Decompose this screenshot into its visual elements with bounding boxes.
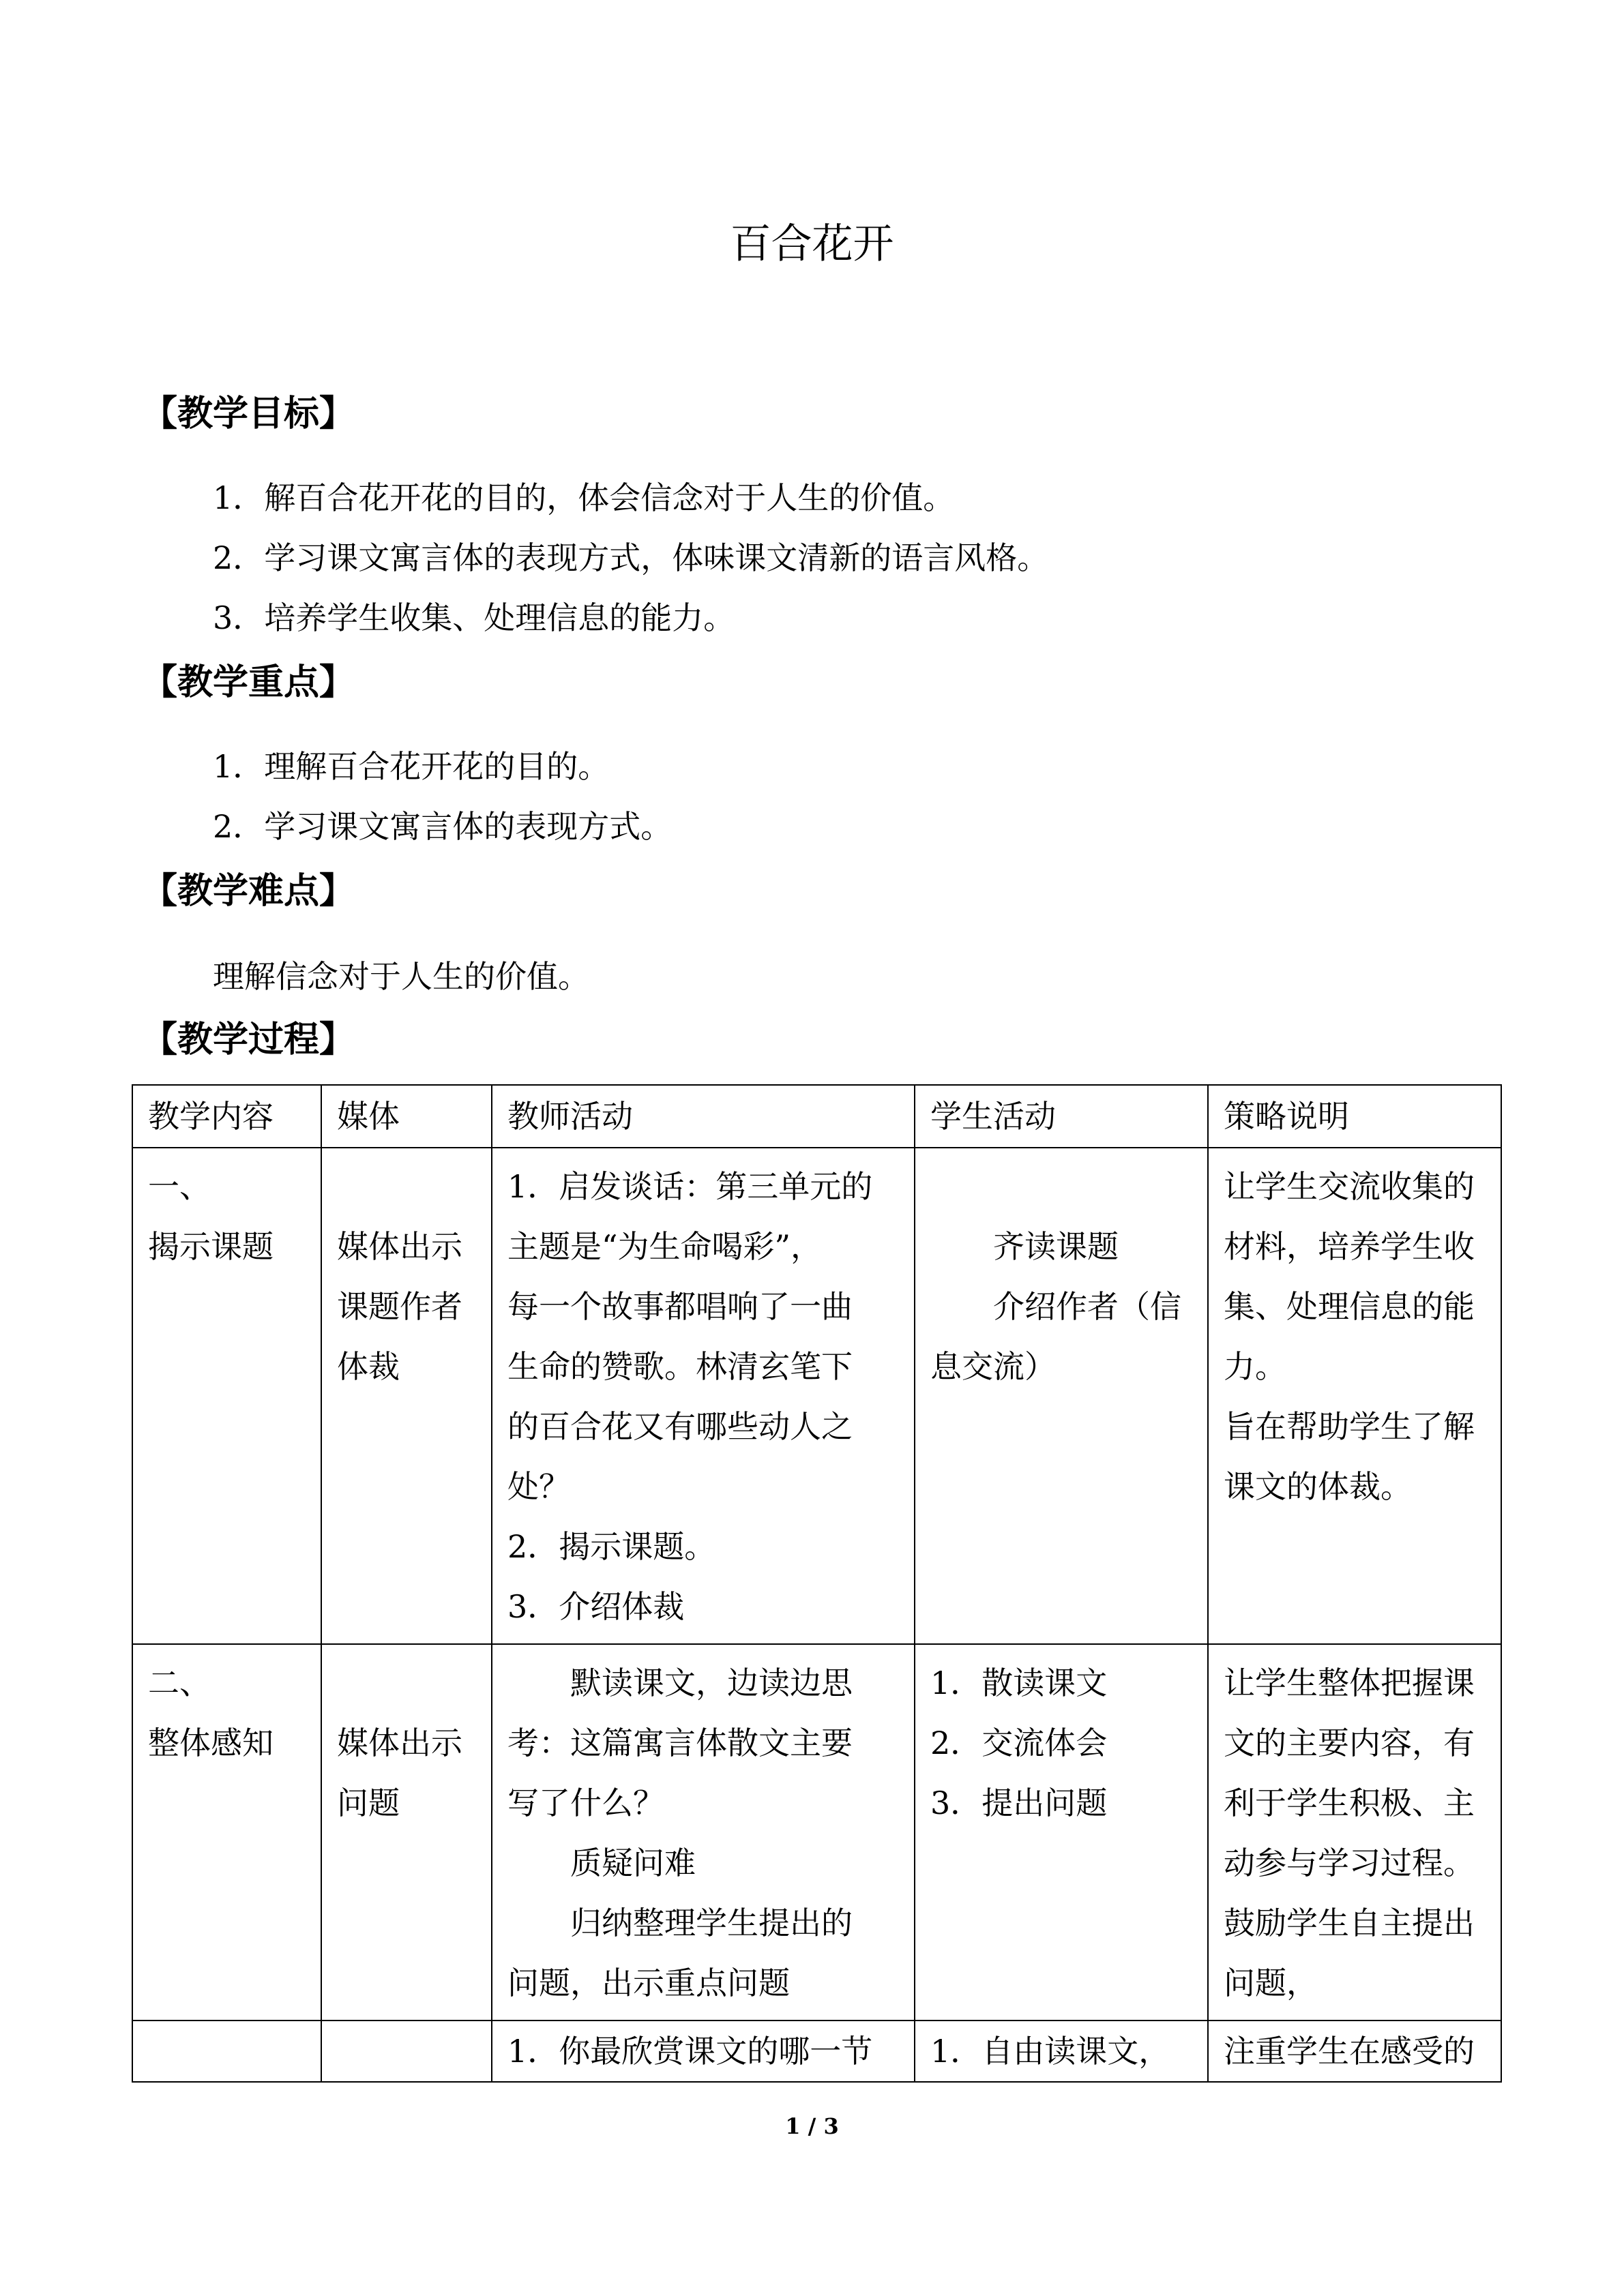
cell-content [132,1148,321,1644]
cell-text: 整体感知 [148,1725,274,1761]
cell-student [915,1148,1208,1644]
cell-text: 集、处理信息的能 [1224,1288,1475,1325]
cell-media [321,1148,492,1644]
cell-text: 主题是“为生命喝彩”， [507,1228,823,1265]
cell-text: 质疑问难 [570,1845,696,1881]
header-cell-media: 媒体 [321,1085,492,1148]
cell-text: 问题 [337,1785,400,1821]
cell-text: 让学生整体把握课 [1224,1665,1475,1701]
cell-text: 利于学生积极、主 [1224,1785,1475,1821]
cell-text: 揭示课题 [148,1228,274,1265]
table-row [132,1644,1501,2021]
goal-item: 2．学习课文寓言体的表现方式，体味课文清新的语言风格。 [213,539,1049,576]
cell-text: 二、 [148,1665,211,1701]
cell-text: 一、 [148,1168,211,1205]
cell-text: 写了什么？ [507,1785,664,1821]
cell-text: 课文的体裁。 [1224,1468,1412,1505]
cell-text: 默读课文，边读边思 [570,1665,853,1701]
cell-text: 文的主要内容，有 [1224,1725,1475,1761]
cell-text: 息交流） [930,1348,1056,1385]
cell-strategy [1208,2021,1501,2082]
cell-text: 每一个故事都唱响了一曲 [507,1288,853,1325]
heading-teaching-process: 【教学过程】 [142,1019,355,1060]
cell-text: 处？ [507,1468,570,1505]
cell-text: 1．散读课文 [930,1665,1108,1701]
difficulty-item: 理解信念对于人生的价值。 [213,958,589,995]
cell-text: 力。 [1224,1348,1286,1385]
cell-text: 材料，培养学生收 [1224,1228,1475,1265]
cell-teacher [492,1148,915,1644]
heading-teaching-goals: 【教学目标】 [142,393,355,434]
header-cell-student: 学生活动 [915,1085,1208,1148]
cell-text: 让学生交流收集的 [1224,1168,1475,1205]
table-row [132,2021,1501,2082]
header-cell-strategy: 策略说明 [1208,1085,1501,1148]
cell-text: 动参与学习过程。 [1224,1845,1475,1881]
cell-text: 3．提出问题 [930,1785,1108,1821]
cell-text: 鼓励学生自主提出 [1224,1905,1475,1941]
cell-text: 媒体出示 [337,1725,462,1761]
cell-teacher [492,2021,915,2082]
table-row [132,1148,1501,1644]
cell-text: 1．你最欣赏课文的哪一节 [507,2033,873,2070]
focus-item: 1．理解百合花开花的目的。 [213,748,610,785]
document-title: 百合花开 [730,220,894,268]
header-cell-teacher: 教师活动 [492,1085,915,1148]
cell-strategy [1208,1644,1501,2021]
cell-text: 1．自由读课文， [930,2033,1170,2070]
table-header-row [132,1085,1501,1148]
cell-content [132,2021,321,2082]
cell-teacher [492,1644,915,2021]
cell-text: 旨在帮助学生了解 [1224,1408,1475,1445]
cell-student [915,1644,1208,2021]
heading-teaching-focus: 【教学重点】 [142,662,355,703]
cell-content [132,1644,321,2021]
cell-text: 生命的赞歌。林清玄笔下 [507,1348,853,1385]
cell-text: 3．介绍体裁 [507,1588,685,1625]
cell-text: 注重学生在感受的 [1224,2033,1475,2070]
heading-teaching-difficulty: 【教学难点】 [142,871,355,912]
focus-item: 2．学习课文寓言体的表现方式。 [213,808,673,845]
cell-text: 媒体出示 [337,1228,462,1265]
cell-text: 介绍作者（信 [993,1288,1181,1325]
header-cell-content: 教学内容 [132,1085,321,1148]
cell-text: 考：这篇寓言体散文主要 [507,1725,853,1761]
cell-text: 体裁 [337,1348,400,1385]
cell-media [321,2021,492,2082]
cell-text: 归纳整理学生提出的 [570,1905,853,1941]
page-number: 1 / 3 [785,2113,839,2139]
cell-media [321,1644,492,2021]
cell-text: 问题， [1224,1965,1318,2001]
teaching-process-table [132,1084,1502,2083]
cell-text: 问题，出示重点问题 [507,1965,790,2001]
cell-text: 的百合花又有哪些动人之 [507,1408,853,1445]
cell-text: 2．交流体会 [930,1725,1108,1761]
cell-text: 课题作者 [337,1288,462,1325]
cell-text: 2．揭示课题。 [507,1528,716,1565]
goal-item: 1．解百合花开花的目的，体会信念对于人生的价值。 [213,479,955,516]
goal-item: 3．培养学生收集、处理信息的能力。 [213,599,735,636]
cell-student [915,2021,1208,2082]
cell-text: 1．启发谈话：第三单元的 [507,1168,873,1205]
cell-text: 齐读课题 [993,1228,1119,1265]
cell-strategy [1208,1148,1501,1644]
